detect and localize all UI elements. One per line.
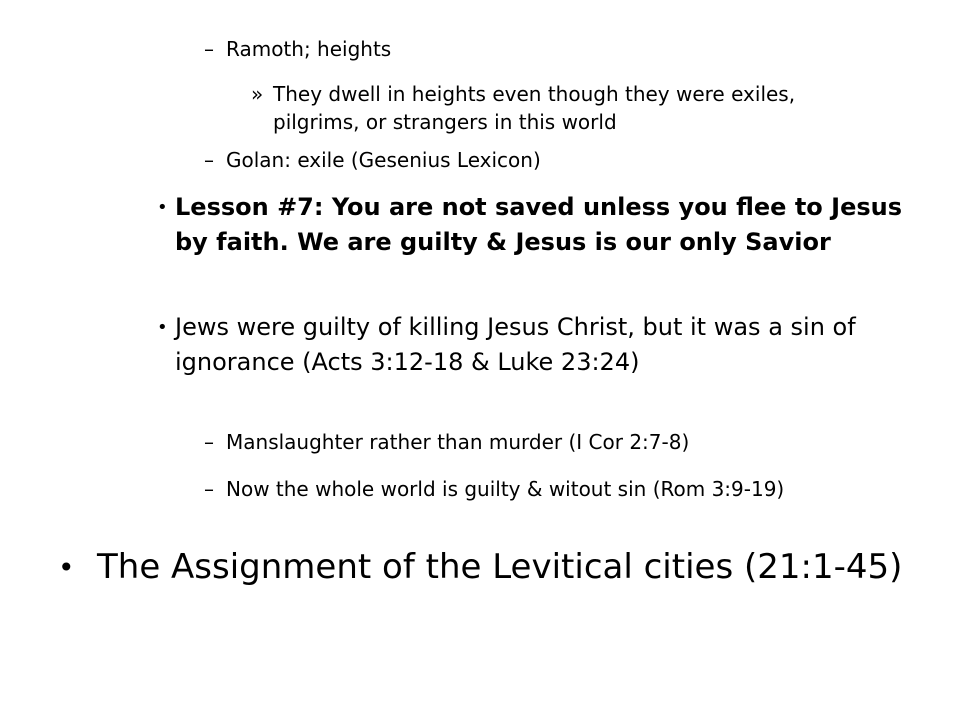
bullet-manslaughter — [204, 428, 904, 456]
dash-marker: – — [204, 37, 214, 61]
bullet-whole-world — [204, 475, 874, 503]
bullet-assignment-levitical-cities — [58, 544, 918, 591]
bullet-marker: • — [157, 317, 168, 338]
bullet-lesson-7 — [157, 190, 902, 260]
dash-marker: – — [204, 148, 214, 172]
bullet-marker: • — [58, 551, 75, 584]
dash-marker: – — [204, 477, 214, 501]
bullet-ramoth — [204, 35, 904, 63]
bullet-text: Jews were guilty of killing Jesus Christ, but it was a sin of ignorance (Acts 3:12-18 & Luke 23:24) — [175, 313, 856, 376]
bullet-marker: • — [157, 197, 168, 218]
bullet-text: They dwell in heights even though they were exiles, pilgrims, or strangers in this world — [273, 82, 796, 134]
dash-marker: – — [204, 430, 214, 454]
bullet-text: Lesson #7: You are not saved unless you flee to Jesus by faith. We are guilty & Jesus is our only Savior — [175, 193, 902, 256]
bullet-text: Ramoth; heights — [226, 37, 392, 61]
bullet-text: Now the whole world is guilty & witout sin (Rom 3:9-19) — [226, 477, 785, 501]
bullet-text: The Assignment of the Levitical cities (21:1-45) — [97, 547, 903, 587]
bullet-heights-note — [251, 80, 841, 136]
chevron-marker: » — [251, 82, 264, 106]
bullet-jews-guilty — [157, 310, 902, 380]
bullet-text: Golan: exile (Gesenius Lexicon) — [226, 148, 541, 172]
bullet-golan — [204, 146, 904, 174]
bullet-text: Manslaughter rather than murder (I Cor 2:7-8) — [226, 430, 690, 454]
